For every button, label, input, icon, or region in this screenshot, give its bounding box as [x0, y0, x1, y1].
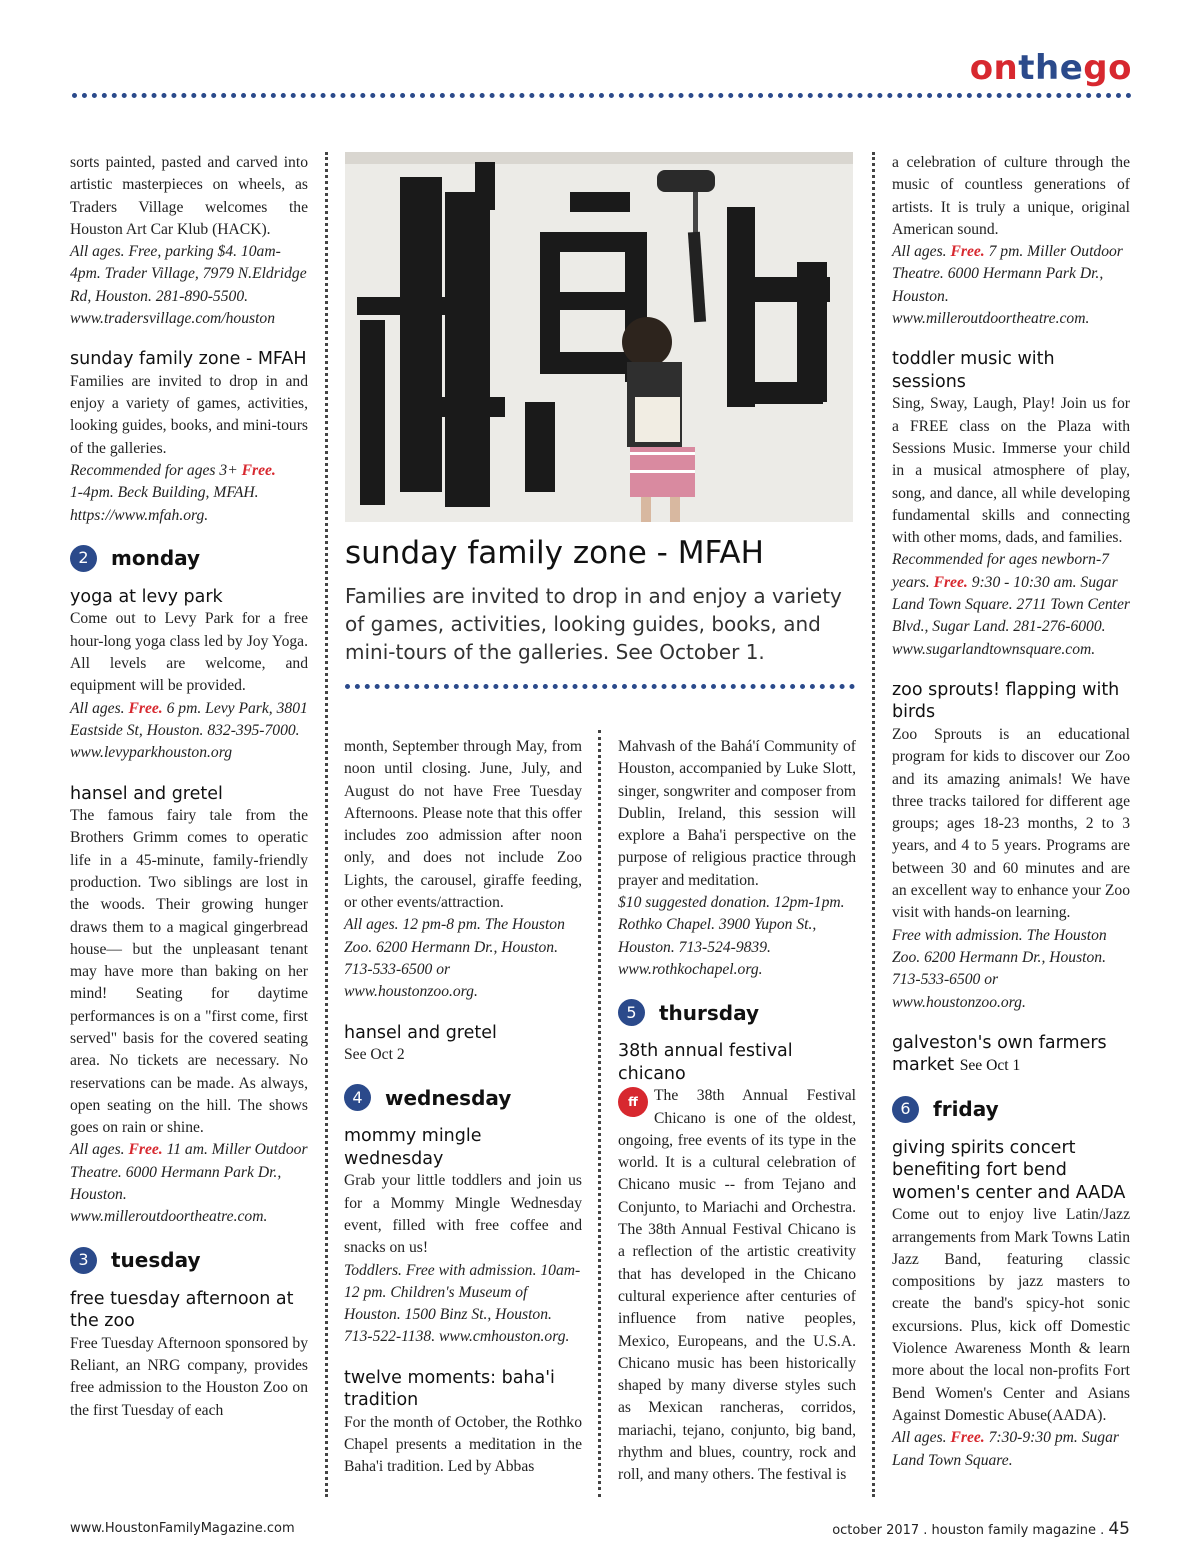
calligraphy-painting-image: [345, 152, 853, 522]
event-title: yoga at levy park: [70, 586, 223, 607]
see-reference: See Oct 1: [959, 1057, 1021, 1075]
event-text: Families are invited to drop in and enjoy a variety of games, activities, looking guides, books, and mini-tours of the galleries.: [70, 372, 308, 457]
event-text: ff The 38th Annual Festival Chicano is one of the oldest, ongoing, free events of its type in the world. It is a cultural celebration of Chicano music -- from Tejano and Conjunto, to Mariachi and Orchestra. The 38th Annual Festival Chicano is a reflection of the artistic creativity that has developed in the Chicano cultural experience after centuries of influence from native peoples, Mexico, Europeans, and the U.S.A. Chicano music has been historically shaped by many diverse styles such as Mexican rancheras, corridos, mariachi, tejano, conjunto, big band, rhythm and blues, country, rock and roll, and many others. The festival is: [618, 1087, 856, 1484]
brand-logo: onthego: [969, 48, 1132, 88]
header-divider: [72, 93, 1132, 98]
feature-title: sunday family zone - MFAH: [345, 535, 764, 571]
event-info: Toddlers. Free with admission. 10am-12 pm. Children's Museum of Houston. 1500 Binz St., Houston. 713-522-1138. www.cmhouston.org.: [344, 1261, 581, 1346]
day-number-badge: 5: [618, 999, 645, 1026]
event-info: $10 suggested donation. 12pm-1pm. Rothko Chapel. 3900 Yupon St., Houston. 713-524-9839. www.rothkochapel.org.: [618, 894, 845, 978]
event-title: zoo sprouts! flapping with birds: [892, 679, 1120, 723]
event-text: For the month of October, the Rothko Chapel presents a meditation in the Baha'i tradition. Led by Abbas: [344, 1413, 582, 1476]
event-info: All ages. Free. 11 am. Miller Outdoor Theatre. 6000 Hermann Park Dr., Houston. www.milleroutdoortheatre.com.: [70, 1141, 308, 1226]
day-heading-tuesday: [70, 1247, 308, 1274]
event-info: All ages. Free. 7 pm. Miller Outdoor Theatre. 6000 Hermann Park Dr., Houston. www.milleroutdoortheatre.com.: [892, 243, 1123, 328]
event-title: free tuesday afternoon at the zoo: [70, 1288, 294, 1332]
day-heading-friday: [892, 1096, 1130, 1123]
event-title: toddler music with sessions: [892, 349, 1055, 392]
day-label: monday: [111, 546, 201, 571]
event-text: month, September through May, from noon until closing. June, July, and August do not have Free Tuesday Afternoons. Please note that this offer includes zoo admission after noon only, and does not include Zoo Lights, the carousel, giraffe feeding, or other events/attraction.: [344, 738, 582, 912]
day-label: tuesday: [111, 1248, 201, 1273]
day-heading-thursday: [618, 999, 856, 1026]
event-text: Grab your little toddlers and join us for a Mommy Mingle Wednesday event, filled with free coffee and snacks on us!: [344, 1172, 582, 1257]
column-3: [618, 736, 856, 1487]
event-info: All ages. Free, parking $4. 10am-4pm. Trader Village, 7979 N.Eldridge Rd, Houston. 281-890-5500. www.tradersvillage.com/houston: [70, 243, 307, 328]
event-text: Free Tuesday Afternoon sponsored by Reliant, an NRG company, provides free admission to the Houston Zoo on the first Tuesday of each: [70, 1334, 308, 1419]
event-text: Sing, Sway, Laugh, Play! Join us for a FREE class on the Plaza with Sessions Music. Immerse your child in a musical atmosphere of play, song, and dance, all while developing fundamental skills and connecting with other moms, dads, and families.: [892, 395, 1130, 547]
column-2: [344, 736, 582, 1479]
event-text: Come out to enjoy live Latin/Jazz arrangements from Mark Towns Latin Jazz Band, featuring classic compositions by jazz masters to create the band's spicy-hot sonic excursions. Plus, kick off Domestic Violence Awareness Month & learn more about the local non-profits Fort Bend Women's Center and Asians Against Domestic Abuse(AADA).: [892, 1206, 1130, 1424]
day-label: thursday: [659, 1000, 760, 1025]
day-label: friday: [933, 1097, 999, 1122]
column-divider: [325, 152, 328, 1497]
column-divider: [598, 730, 601, 1497]
column-4: [892, 152, 1130, 1472]
event-text: a celebration of culture through the music of countless generations of artists. It is truly a unique, original American sound.: [892, 154, 1130, 238]
event-title: giving spirits concert benefiting fort bend women's center and AADA: [892, 1137, 1126, 1203]
event-title: galveston's own farmers market See Oct 1: [892, 1032, 1107, 1076]
event-info: Recommended for ages 3+ Free. 1-4pm. Beck Building, MFAH. https://www.mfah.org.: [70, 462, 276, 524]
event-info: Free with admission. The Houston Zoo. 6200 Hermann Dr., Houston. 713-533-6500 or www.houstonzoo.org.: [892, 926, 1107, 1011]
day-number-badge: 6: [892, 1096, 919, 1123]
event-info: All ages. 12 pm-8 pm. The Houston Zoo. 6200 Hermann Dr., Houston. 713-533-6500 or www.houstonzoo.org.: [344, 916, 565, 1001]
event-title: 38th annual festival chicano: [618, 1041, 793, 1084]
event-text: The famous fairy tale from the Brothers Grimm comes to operatic life in a 45-minute, family-friendly production. Two siblings are lost in the woods. Their growing hunger draws them to a magical gingerbread house— but the unpleasant tenant may have more than baking on her mind! Seating for daytime performances is on a "first come, first served" basis for the covered seating area. No tickets are necessary. No reservations can be made. As always, open seating on the hill. The shows goes on rain or shine.: [70, 807, 308, 1137]
see-reference: See Oct 2: [344, 1046, 405, 1064]
footer-website: www.HoustonFamilyMagazine.com: [70, 1521, 295, 1536]
event-title: mommy mingle wednesday: [344, 1126, 482, 1169]
column-1: [70, 152, 308, 1422]
event-title: hansel and gretel: [344, 1022, 497, 1043]
event-text: Zoo Sprouts is an educational program for kids to discover our Zoo and its amazing animals! We have three tracks tailored for different age groups; ages 18-23 months, 2 to 3 years, and 4 to 5 years. Programs are between 30 and 60 minutes and are an excellent way to enhance your Zoo visit with hands-on learning.: [892, 725, 1130, 922]
page-number: 45: [1108, 1519, 1130, 1539]
feature-photo: [345, 152, 853, 522]
day-heading-wednesday: [344, 1084, 582, 1111]
festival-logo: ff: [618, 1087, 648, 1117]
day-label: wednesday: [385, 1085, 512, 1110]
event-text: Come out to Levy Park for a free hour-long yoga class led by Joy Yoga. All levels are welcome, and equipment will be provided.: [70, 610, 308, 695]
event-info: Recommended for ages newborn-7 years. Free. 9:30 - 10:30 am. Sugar Land Town Square. 2711 Town Center Blvd., Sugar Land. 281-276-6000. www.sugarlandtownsquare.com.: [892, 551, 1130, 658]
event-text: sorts painted, pasted and carved into artistic masterpieces on wheels, as Traders Village welcomes the Houston Art Car Klub (HACK).: [70, 154, 308, 238]
day-number-badge: 4: [344, 1084, 371, 1111]
event-title: twelve moments: baha'i tradition: [344, 1367, 555, 1411]
column-divider: [872, 152, 875, 1497]
day-number-badge: 3: [70, 1247, 97, 1274]
feature-text: Families are invited to drop in and enjoy a variety of games, activities, looking guides, books, and mini-tours of the galleries. See October 1.: [345, 584, 842, 664]
event-info: All ages. Free. 7:30-9:30 pm. Sugar Land Town Square.: [892, 1429, 1119, 1469]
event-title: sunday family zone - MFAH: [70, 349, 307, 370]
event-text: Mahvash of the Bahá'í Community of Houston, accompanied by Luke Slott, singer, songwriter and composer from Dublin, Ireland, this session will explore a Baha'i perspective on the purpose of religious practice through prayer and meditation.: [618, 738, 856, 889]
footer-issue: october 2017 . houston family magazine . 45: [832, 1519, 1130, 1539]
day-number-badge: 2: [70, 545, 97, 572]
event-title: hansel and gretel: [70, 783, 223, 804]
event-info: All ages. Free. 6 pm. Levy Park, 3801 Eastside St, Houston. 832-395-7000. www.levyparkhouston.org: [70, 699, 308, 762]
feature-divider: [345, 684, 855, 689]
day-heading-monday: [70, 545, 308, 572]
